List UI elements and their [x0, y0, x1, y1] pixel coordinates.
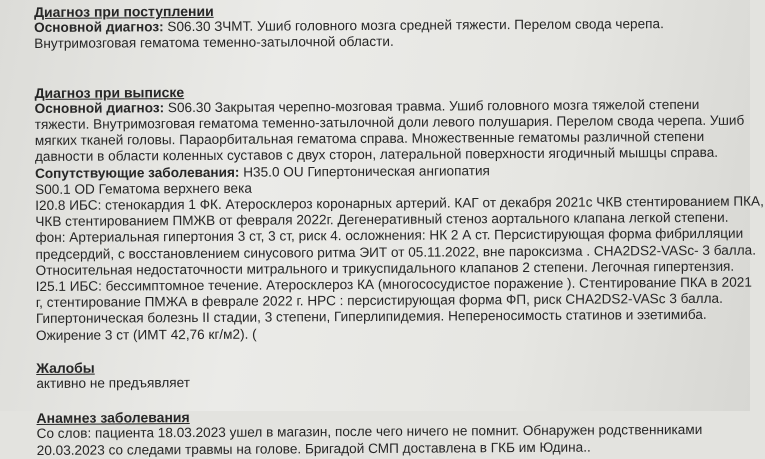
- comorbid-first-diagnosis: H35.0 OU Гипертоническая ангиопатия: [243, 162, 490, 180]
- anamnesis-heading: Анамнез заболевания: [36, 409, 190, 427]
- discharge-diagnosis-line: давности в области коленных суставов с двух сторон, латеральной поверхности ягодичный мышцы справа.: [34, 145, 719, 165]
- comorbid-label: Сопутствующие заболевания:: [34, 164, 240, 181]
- comorbid-diagnosis-line: I25.1 ИБС: бессимптомное течение. Атеросклероз КА (многососудистое поражение ). Стентирование ПКА в 2021: [35, 274, 752, 295]
- discharge-main-diagnosis-text: S06.30 Закрытая черепно-мозговая травма. Ушиб головного мозга тяжелой степени: [167, 96, 700, 115]
- admission-main-diagnosis-text: S06.30 ЗЧМТ. Ушиб головного мозга средней тяжести. Перелом свода черепа.: [167, 16, 664, 35]
- comorbid-diagnosis-line: I20.8 ИБС: стенокардия 1 ФК. Атеросклероз коронарных артерий. КАГ от декабря 2021с ЧКВ стентированием ПКА,: [35, 193, 764, 214]
- admission-diagnosis-line: Внутримозговая гематома теменно-затылочной области.: [34, 34, 394, 52]
- anamnesis-line: Со слов: пациента 18.03.2023 ушел в магазин, после чего ничего не помнит. Обнаружен родственниками: [36, 422, 703, 442]
- comorbid-diagnosis-line: фон: Артериальная гипертония 3 ст, 3 ст, риск 4. осложнения: НК 2 А ст. Персистирующая форма фибрилляции: [35, 226, 744, 246]
- complaints-text: активно не предъявляет: [36, 375, 190, 392]
- admission-diagnosis-heading: Диагноз при поступлении: [34, 2, 214, 20]
- comorbid-diagnosis-line: ЧКВ стентированием ПМЖВ от февраля 2022г. Дегенеративный стеноз аортального клапана легкой степени.: [35, 209, 729, 230]
- comorbid-diagnosis-line: S00.1 OD Гематома верхнего века: [35, 180, 252, 197]
- discharge-diagnosis-heading: Диагноз при выписке: [34, 83, 185, 101]
- discharge-main-diagnosis-label: Основной диагноз:: [34, 100, 165, 116]
- anamnesis-line: 20.03.2023 со следами травмы на голове. Бригадой СМП доставлена в ГКБ им Юдина..: [36, 439, 591, 458]
- medical-record: [34, 0, 764, 459]
- admission-main-diagnosis-label: Основной диагноз:: [34, 19, 164, 36]
- comorbid-diagnosis-line: Ожирение 3 ст (ИМТ 42,76 кг/м2). (: [35, 326, 257, 343]
- comorbid-diagnosis-line: г, стентирование ПМЖА в феврале 2022 г. НРС : персистирующая форма ФП, риск CHA2DS2-VASc 3 балла.: [35, 291, 723, 311]
- complaints-heading: Жалобы: [36, 359, 95, 376]
- discharge-diagnosis-line: тяжести. Внутримозговая гематома теменно-затылочной доли левого полушария. Перелом свода черепа. Ушиб: [34, 112, 745, 133]
- discharge-diagnosis-line: мягких тканей головы. Параорбитальная гематома справа. Множественные гематомы различной степени: [34, 129, 705, 149]
- comorbid-diagnosis-line: предсердий, с восстановлением синусового ритма ЭИТ от 05.11.2022, вне пароксизма . CHA2DS2-VASc- 3 балла.: [35, 242, 757, 262]
- comorbid-diagnosis-line: Относительная недостаточности митрального и трикуспидального клапанов 2 степени. Легочная гипертензия.: [35, 258, 735, 278]
- comorbid-diagnosis-line: Гипертоническая болезнь II стадии, 3 степени, Гиперлипидемия. Непереносимость статинов и эзетимиба.: [35, 307, 707, 327]
